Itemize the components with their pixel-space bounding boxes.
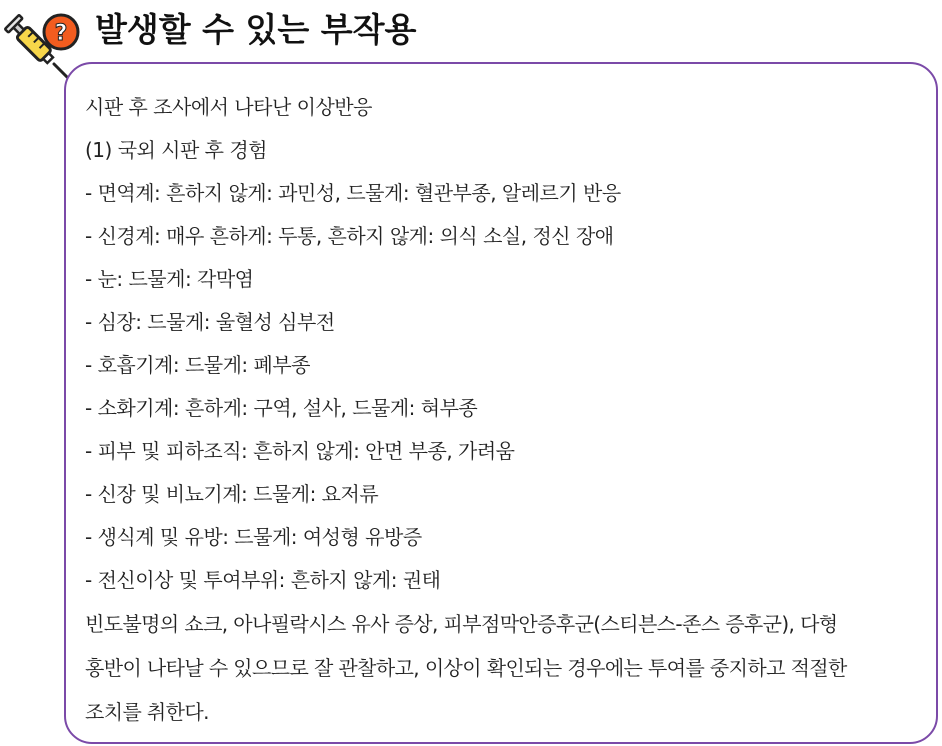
paragraph-line: 조치를 취한다.: [85, 700, 209, 724]
adverse-reactions-list: [85, 86, 930, 602]
list-item: (1) 국외 시판 후 경험: [85, 138, 267, 162]
list-item: - 호흡기계: 드물게: 폐부종: [85, 353, 310, 377]
list-item: 시판 후 조사에서 나타난 이상반응: [85, 95, 372, 119]
list-item: - 소화기계: 흔하게: 구역, 설사, 드물게: 혀부종: [85, 396, 478, 420]
list-item: - 전신이상 및 투여부위: 흔하지 않게: 권태: [85, 568, 441, 592]
list-item: - 신경계: 매우 흔하게: 두통, 흔하지 않게: 의식 소실, 정신 장애: [85, 224, 614, 248]
section-header: [0, 0, 942, 70]
caution-paragraph: [85, 602, 930, 734]
list-item: - 신장 및 비뇨기계: 드물게: 요저류: [85, 482, 379, 506]
list-item: - 피부 및 피하조직: 흔하지 않게: 안면 부종, 가려움: [85, 439, 515, 463]
list-item: - 심장: 드물게: 울혈성 심부전: [85, 310, 335, 334]
paragraph-line: 빈도불명의 쇼크, 아나필락시스 유사 증상, 피부점막안증후군(스티븐스-존스 증후군), 다형: [85, 612, 838, 636]
syringe-question-icon: [2, 12, 80, 82]
svg-text:?: ?: [54, 21, 68, 46]
paragraph-line: 홍반이 나타날 수 있으므로 잘 관찰하고, 이상이 확인되는 경우에는 투여를 중지하고 적절한: [85, 656, 847, 680]
list-item: - 눈: 드물게: 각막염: [85, 267, 254, 291]
page-title: 발생할 수 있는 부작용: [95, 10, 417, 49]
list-item: - 면역계: 흔하지 않게: 과민성, 드물게: 혈관부종, 알레르기 반응: [85, 181, 621, 205]
list-item: - 생식계 및 유방: 드물게: 여성형 유방증: [85, 525, 422, 549]
